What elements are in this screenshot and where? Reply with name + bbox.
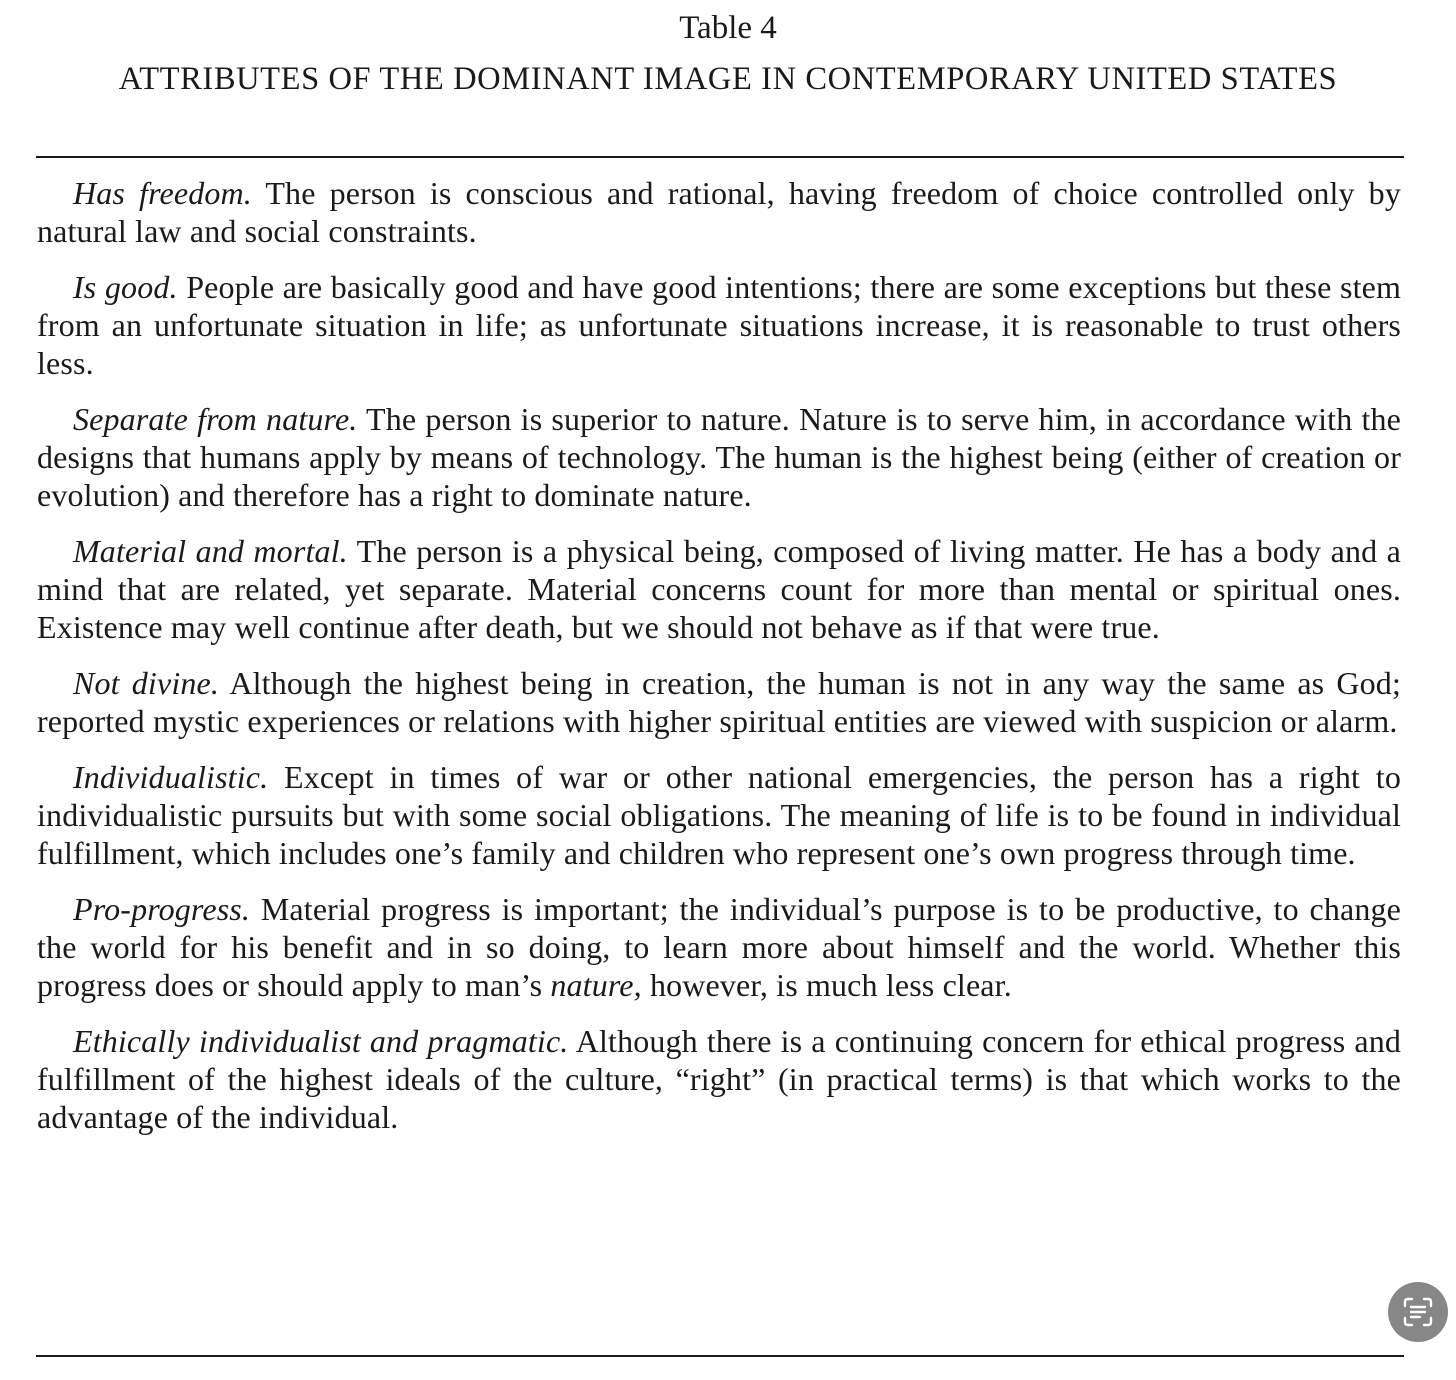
entry-text: The person is superior to nature. Nature is to serve him, in accordance with the designs that humans apply by means of technology. The human is the highest being (either of creation or evolution) and therefore has a right to dominate nature. <box>37 401 1402 513</box>
entry-term: Pro-progress. <box>73 891 251 927</box>
entry-has-freedom <box>37 174 1401 250</box>
entry-text: Although there is a continuing concern for ethical progress and fulfillment of the highest ideals of the culture, “right” (in practical terms) is that which works to the advantage of the individual. <box>37 1023 1401 1135</box>
text-recognition-button[interactable] <box>1388 1282 1448 1342</box>
entry-term: Separate from nature. <box>73 401 358 437</box>
entry-text: Material progress is important; the individual’s purpose is to be productive, to change the world for his benefit and in so doing, to learn more about himself and the world. Whether this progress does or should apply to man’s <box>37 891 1401 1003</box>
table-label: Table 4 <box>679 10 777 46</box>
bottom-rule <box>36 1355 1404 1357</box>
entry-ethically-individualist <box>37 1022 1401 1136</box>
entry-text: The person is conscious and rational, having freedom of choice controlled only by natural law and social constraints. <box>37 175 1401 249</box>
top-rule <box>36 156 1404 158</box>
entry-pro-progress <box>37 890 1401 1004</box>
attribute-list <box>37 174 1401 1154</box>
entry-emphasis: nature, <box>550 967 642 1003</box>
entry-term: Individualistic. <box>73 759 269 795</box>
entry-separate-from-nature <box>37 400 1401 514</box>
entry-text: Except in times of war or other national emergencies, the person has a right to individualistic pursuits but with some social obligations. The meaning of life is to be found in individual fulfillment, which includes one’s family and children who represent one’s own progress through time. <box>37 759 1401 871</box>
entry-material-and-mortal <box>37 532 1401 646</box>
table-title: ATTRIBUTES OF THE DOMINANT IMAGE IN CONTEMPORARY UNITED STATES <box>118 61 1338 97</box>
entry-individualistic <box>37 758 1401 872</box>
entry-text: Although the highest being in creation, the human is not in any way the same as God; reported mystic experiences or relations with higher spiritual entities are viewed with suspicion or alarm. <box>37 665 1401 739</box>
entry-not-divine <box>37 664 1401 740</box>
entry-term: Is good. <box>73 269 178 305</box>
entry-text: People are basically good and have good intentions; there are some exceptions but these stem from an unfortunate situation in life; as unfortunate situations increase, it is reasonable to trust others less. <box>37 269 1402 381</box>
entry-term: Ethically individualist and pragmatic. <box>73 1023 569 1059</box>
text-recognition-icon <box>1402 1296 1434 1328</box>
entry-text: The person is a physical being, composed of living matter. He has a body and a mind that are related, yet separate. Material concerns count for more than mental or spiritual ones. Existence may well continue after death, but we should not behave as if that were true. <box>37 533 1402 645</box>
entry-term: Has freedom. <box>73 175 252 211</box>
entry-text-continued: however, is much less clear. <box>649 967 1012 1003</box>
entry-is-good <box>37 268 1401 382</box>
entry-term: Not divine. <box>73 665 220 701</box>
entry-term: Material and mortal. <box>73 533 348 569</box>
